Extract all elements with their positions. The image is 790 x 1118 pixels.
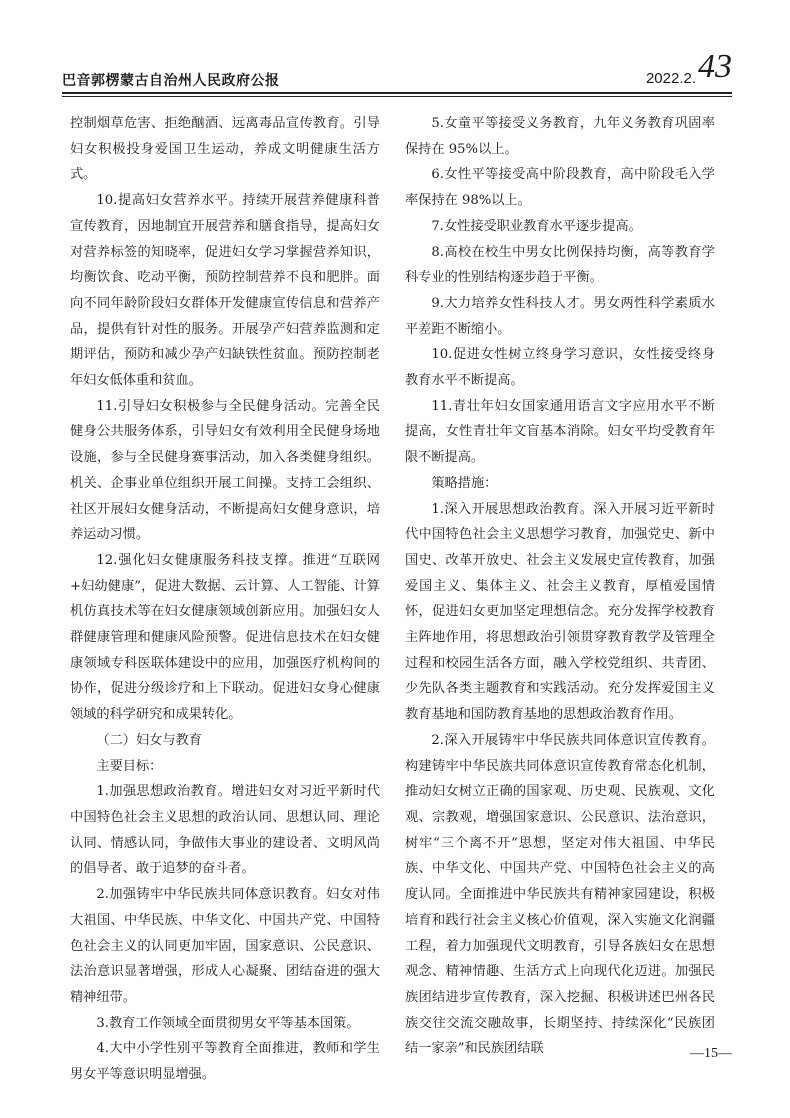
paragraph: 1.深入开展思想政治教育。深入开展习近平新时代中国特色社会主义思想学习教育，加强党史、新中国史、改革开放史、社会主义发展史宣传教育，加强爱国主义、集体主义、社会主义教育，厚植爱国情怀，促进妇女更加坚定理想信念。充分发挥学校教育主阵地作用，将思想政治引领贯穿教育教学及管理全过程和校园生活各方面，融入学校党组织、共青团、少先队各类主题教育和实践活动。充分发挥爱国主义教育基地和国防教育基地的思想政治教育作用。 — [405, 501, 715, 723]
paragraph: 10.促进女性树立终身学习意识，女性接受终身教育水平不断提高。 — [405, 347, 715, 389]
paragraph: 4.大中小学性别平等教育全面推进，教师和学生男女平等意识明显增强。 — [70, 1041, 380, 1083]
header-rule — [62, 92, 732, 94]
paragraph: 2.加强铸牢中华民族共同体意识教育。妇女对伟大祖国、中华民族、中华文化、中国共产党、中国特色社会主义的认同更加牢固，国家意识、公民意识、法治意识显著增强，形成人心凝聚、团结奋进的强大精神纽带。 — [70, 887, 380, 1005]
header-rule-thin — [62, 96, 732, 97]
right-column — [405, 111, 715, 1062]
paragraph: 7.女性接受职业教育水平逐步提高。 — [431, 218, 642, 234]
subheading: 主要目标： — [96, 758, 163, 774]
paragraph: 10.提高妇女营养水平。持续开展营养健康科普宣传教育，因地制宜开展营养和膳食指导，提高妇女对营养标签的知晓率，促进妇女学习掌握营养知识，均衡饮食、吃动平衡，预防控制营养不良和肥胖。面向不同年龄阶段妇女群体开发健康宣传信息和营养产品，提供有针对性的服务。开展孕产妇营养监测和定期评估，预防和减少孕产妇缺铁性贫血。预防控制老年妇女低体重和贫血。 — [70, 193, 380, 389]
paragraph: 1.加强思想政治教育。增进妇女对习近平新时代中国特色社会主义思想的政治认同、思想认同、理论认同、情感认同，争做伟大事业的建设者、文明风尚的倡导者、敢于追梦的奋斗者。 — [70, 784, 380, 877]
section-heading: （二）妇女与教育 — [96, 732, 202, 748]
paragraph: 控制烟草危害、拒绝酗酒、远离毒品宣传教育。引导妇女积极投身爱国卫生运动，养成文明健康生活方式。 — [70, 116, 380, 183]
paragraph: 12.强化妇女健康服务科技支撑。推进“互联网+妇幼健康”，促进大数据、云计算、人工智能、计算机仿真技术等在妇女健康领域创新应用。加强妇女人群健康管理和健康风险预警。促进信息技术在妇女健康领域专科医联体建设中的应用，加强医疗机构间的协作，促进分级诊疗和上下联动。促进妇女身心健康领域的科学研究和成果转化。 — [70, 552, 380, 723]
paragraph: 6.女性平等接受高中阶段教育，高中阶段毛入学率保持在 98%以上。 — [405, 167, 715, 209]
paragraph: 8.高校在校生中男女比例保持均衡，高等教育学科专业的性别结构逐步趋于平衡。 — [405, 244, 715, 286]
paragraph: 11.引导妇女积极参与全民健身活动。完善全民健身公共服务体系，引导妇女有效利用全民健身场地设施，参与全民健身赛事活动，加入各类健身组织。机关、企事业单位组织开展工间操。支持工会组织、社区开展妇女健身活动，不断提高妇女健身意识，培养运动习惯。 — [70, 398, 380, 543]
paragraph: 11.青壮年妇女国家通用语言文字应用水平不断提高，女性青壮年文盲基本消除。妇女平均受教育年限不断提高。 — [405, 398, 715, 466]
paragraph: 9.大力培养女性科技人才。男女两性科学素质水平差距不断缩小。 — [405, 295, 715, 337]
journal-header — [62, 48, 732, 94]
paragraph: 2.深入开展铸牢中华民族共同体意识宣传教育。构建铸牢中华民族共同体意识宣传教育常态化机制，推动妇女树立正确的国家观、历史观、民族观、文化观、宗教观，增强国家意识、公民意识、法治意识，树牢“三个离不开”思想，坚定对伟大祖国、中华民族、中华文化、中国共产党、中国特色社会主义的高度认同。全面推进中华民族共有精神家园建设，积极培育和践行社会主义核心价值观，深入实施文化润疆工程，着力加强现代文明教育，引导各族妇女在思想观念、精神情趣、生活方式上向现代化迈进。加强民族团结进步宣传教育，深入挖掘、积极讲述巴州各民族交往交流交融故事，长期坚持、持续深化“民族团结一家亲”和民族团结联 — [405, 732, 715, 1057]
paragraph: 5.女童平等接受义务教育，九年义务教育巩固率保持在 95%以上。 — [405, 116, 715, 157]
left-column — [70, 111, 380, 1088]
issue-date: 2022.2. — [645, 70, 696, 87]
issue-number: 43 — [698, 48, 732, 85]
paragraph: 3.教育工作领域全面贯彻男女平等基本国策。 — [96, 1015, 360, 1031]
journal-title: 巴音郭楞蒙古自治州人民政府公报 — [62, 73, 280, 89]
subheading: 策略措施： — [431, 475, 498, 491]
page-number: —15— — [690, 1046, 732, 1061]
